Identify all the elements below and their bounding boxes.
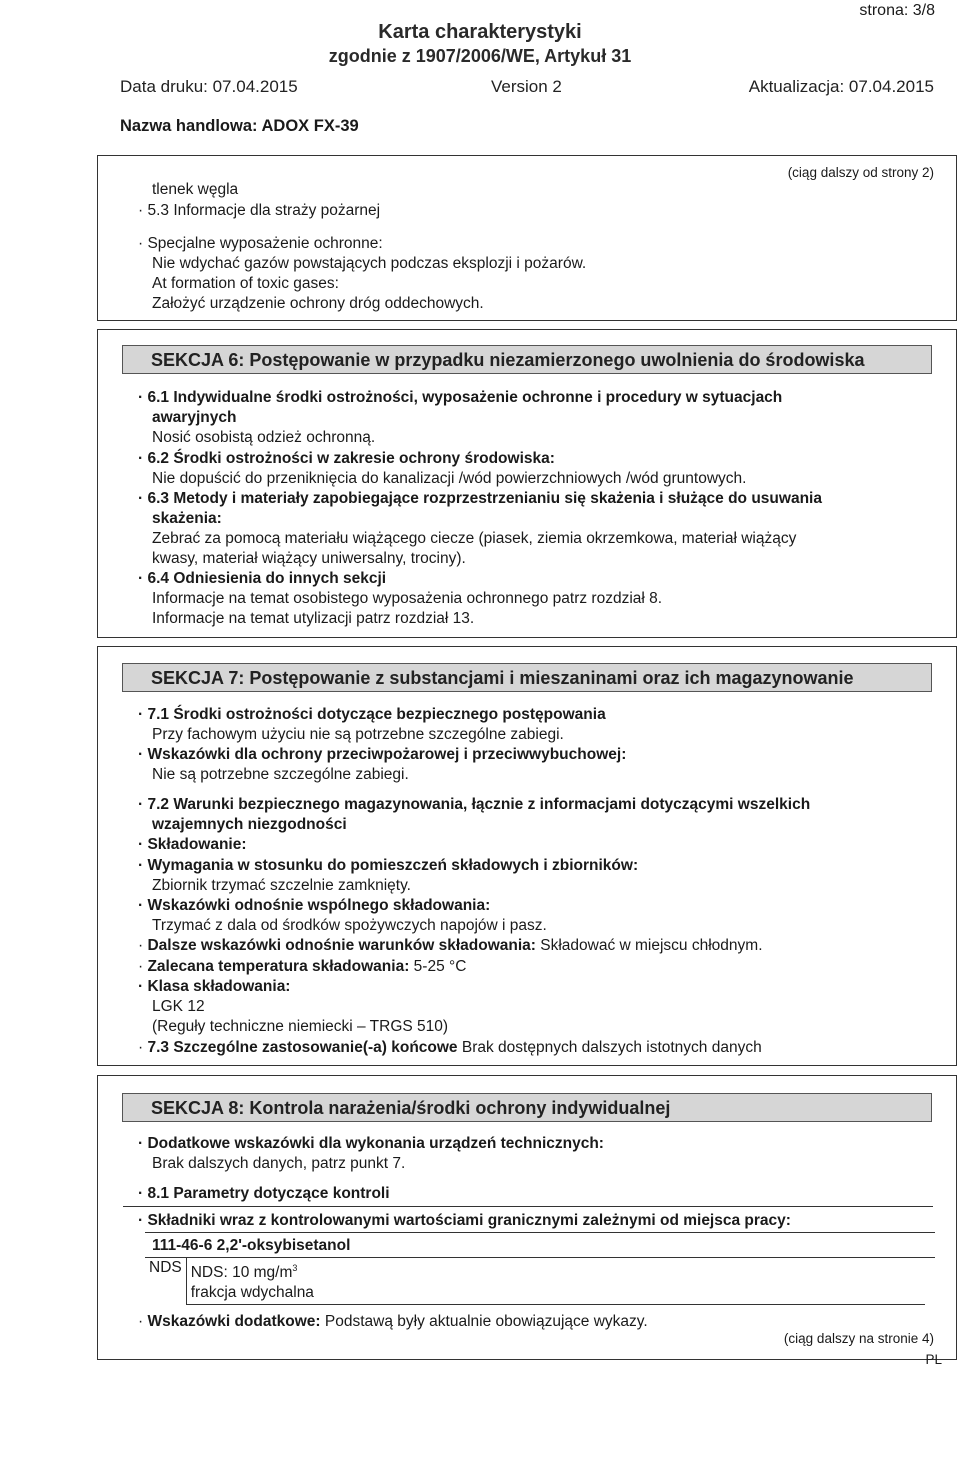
requirements-label: · Wymagania w stosunku do pomieszczeń składowych i zbiorników: [138,857,639,874]
subsection-7-1: · 7.1 Środki ostrożności dotyczące bezpiecznego postępowania [138,706,606,723]
additional-hints: · Wskazówki dodatkowe: Podstawą były aktualnie obowiązujące wykazy. [138,1313,648,1330]
storage-temperature: · Zalecana temperatura składowania: 5-25 °C [138,958,467,975]
text-line: Założyć urządzenie ochrony dróg oddechowych. [152,295,484,312]
nds-value: NDS: 10 $mg/m^3$ frakcja wdychalna [186,1257,925,1305]
text-line: At formation of toxic gases: [152,275,339,292]
update-date: Aktualizacja: 07.04.2015 [748,77,934,96]
subsection-8-1: · 8.1 Parametry dotyczące kontroli [138,1185,390,1202]
subsection-6-3: · 6.3 Metody i materiały zapobiegające rozprzestrzenianiu się skażenia i służące do usuwania [138,490,822,507]
print-date: Data druku: 07.04.2015 [120,77,298,96]
continued-on: (ciąg dalszy na stronie 4) [783,1331,934,1346]
document-subtitle: zgodnie z 1907/2006/WE, Artykuł 31 [328,46,632,66]
protective-equipment-label: · Specjalne wyposażenie ochronne: [138,235,383,252]
fire-protection-label: · Wskazówki dla ochrony przeciwpożarowej i przeciwwybuchowej: [138,746,627,763]
text-line: Zebrać za pomocą materiału wiążącego ciecze (piasek, ziemia okrzemkowa, materiał wiążący [152,530,797,547]
nds-label: NDS [145,1257,186,1305]
substance-name: 111-46-6 2,2'-oksybisetanol [152,1237,351,1254]
technical-hints-label: · Dodatkowe wskazówki dla wykonania urządzeń technicznych: [138,1135,604,1152]
text-line: LGK 12 [152,998,205,1015]
divider [145,1232,935,1233]
text-line: awaryjnych [152,409,237,426]
subsection-7-2: · 7.2 Warunki bezpiecznego magazynowania, łącznie z informacjami dotyczącymi wszelkich [138,796,811,813]
exposure-limit-table [145,1257,925,1305]
section-7-heading: SEKCJA 7: Postępowanie z substancjami i mieszaninami oraz ich magazynowanie [122,663,932,692]
trade-name: Nazwa handlowa: ADOX FX-39 [120,117,359,135]
text-line: Zbiornik trzymać szczelnie zamknięty. [152,877,411,894]
version: Version 2 [491,77,562,96]
joint-storage-label: · Wskazówki odnośnie wspólnego składowania: [138,897,491,914]
divider [123,1206,933,1207]
text-line: Nie wdychać gazów powstających podczas eksplozji i pożarów. [152,255,587,272]
text-line: Nie są potrzebne szczególne zabiegi. [152,766,409,783]
subsection-5-3: · 5.3 Informacje dla straży pożarnej [138,202,381,219]
section-6-heading: SEKCJA 6: Postępowanie w przypadku niezamierzonego uwolnienia do środowiska [122,345,932,374]
text-line: skażenia: [152,510,222,527]
text-line: Przy fachowym użyciu nie są potrzebne szczególne zabiegi. [152,726,564,743]
subsection-6-1: · 6.1 Indywidualne środki ostrożności, wyposażenie ochronne i procedury w sytuacjach [138,389,783,406]
text-line: kwasy, materiał wiążący uniwersalny, trociny). [152,550,466,567]
further-storage: · Dalsze wskazówki odnośnie warunków składowania: Składować w miejscu chłodnym. [138,937,763,954]
page-number: strona: 3/8 [859,2,935,19]
text-line: Trzymać z dala od środków spożywczych napojów i pasz. [152,917,547,934]
continued-from: (ciąg dalszy od strony 2) [787,165,934,180]
text-line: Nosić osobistą odzież ochronną. [152,429,376,446]
text-line: (Reguły techniczne niemiecki – TRGS 510) [152,1018,449,1035]
section-8-heading: SEKCJA 8: Kontrola narażenia/środki ochrony indywidualnej [122,1093,932,1122]
subsection-6-4: · 6.4 Odniesienia do innych sekcji [138,570,387,587]
text-line: Brak dalszych danych, patrz punkt 7. [152,1155,406,1172]
text-line: Informacje na temat utylizacji patrz rozdział 13. [152,610,475,627]
document-title: Karta charakterystyki [378,21,582,43]
text-line: Informacje na temat osobistego wyposażenia ochronnego patrz rozdział 8. [152,590,663,607]
storage-class-label: · Klasa składowania: [138,978,291,995]
language-code: PL [925,1352,942,1367]
storage-label: · Składowanie: [138,836,247,853]
table-row [145,1257,925,1305]
text-line: tlenek węgla [152,181,239,198]
subsection-6-2: · 6.2 Środki ostrożności w zakresie ochrony środowiska: [138,450,555,467]
components-label: · Składniki wraz z kontrolowanymi wartościami granicznymi zależnymi od miejsca pracy: [138,1212,791,1229]
subsection-7-3: · 7.3 Szczególne zastosowanie(-a) końcowe Brak dostępnych dalszych istotnych danych [138,1039,762,1056]
text-line: Nie dopuścić do przeniknięcia do kanalizacji /wód powierzchniowych /wód gruntowych. [152,470,747,487]
text-line: wzajemnych niezgodności [152,816,347,833]
